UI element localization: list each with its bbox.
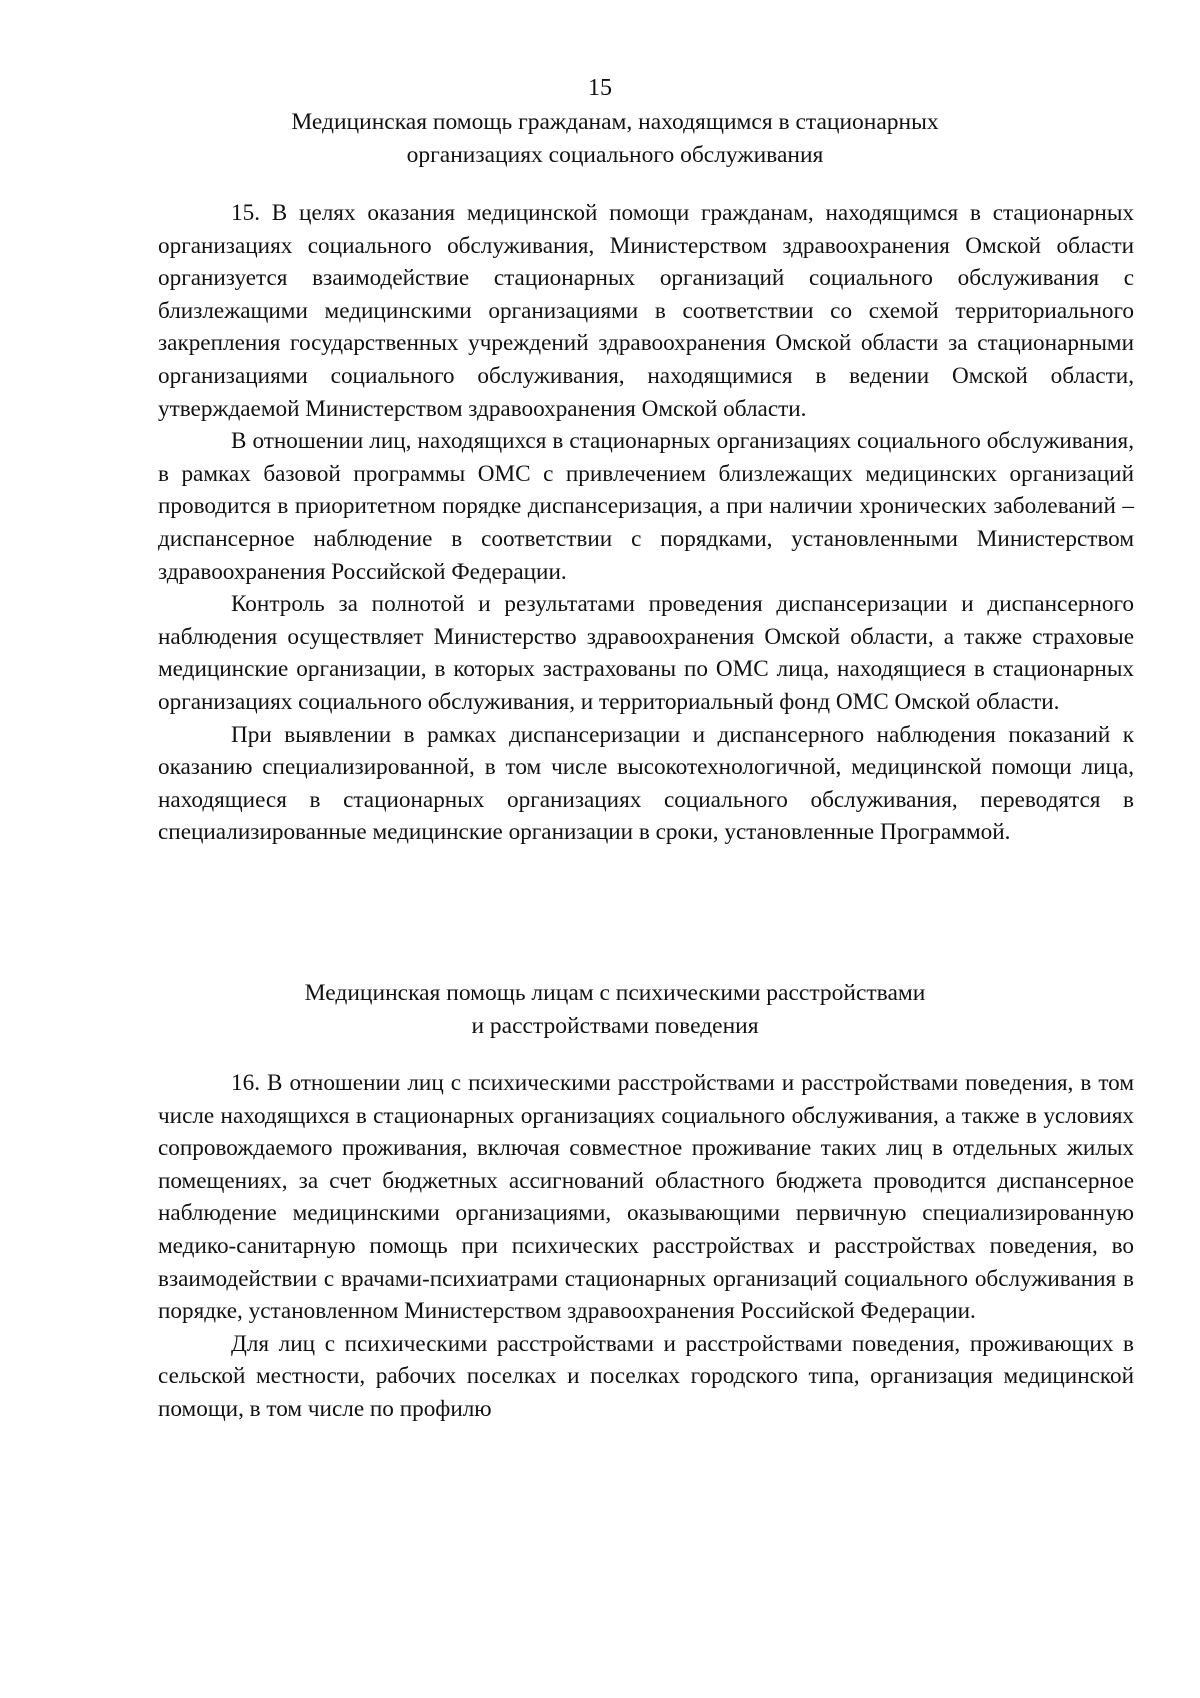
paragraph: 16. В отношении лиц с психическими расстройствами и расстройствами поведения, в том числе находящихся в стационарных организациях социального обслуживания, а также в условиях сопровождаемого проживания, включая совместное проживание таких лиц в отдельных жилых помещениях, за счет бюджетных ассигнований областного бюджета проводится диспансерное наблюдение медицинскими организациями, оказывающими первичную специализированную медико-санитарную помощь при психических расстройствах и расстройствах поведения, во взаимодействии с врачами-психиатрами стационарных организаций социального обслуживания в порядке, установленном Министерством здравоохранения Российской Федерации. <box>158 1070 1134 1325</box>
section-heading-social-service <box>200 106 1030 172</box>
page-number: 15 <box>588 75 612 101</box>
heading-line: Медицинская помощь лицам с психическими расстройствами <box>304 980 926 1006</box>
heading-line: Медицинская помощь гражданам, находящимся в стационарных <box>291 109 939 135</box>
heading-line: организациях социального обслуживания <box>406 142 824 168</box>
section-heading-mental-disorders <box>200 977 1030 1043</box>
paragraph: Контроль за полнотой и результатами проведения диспансеризации и диспансерного наблюдения осуществляет Министерство здравоохранения Омской области, а также страховые медицинские организации, в которых застрахованы по ОМС лица, находящиеся в стационарных организациях социального обслуживания, и территориальный фонд ОМС Омской области. <box>158 591 1134 715</box>
paragraph: В отношении лиц, находящихся в стационарных организациях социального обслуживания, в рамках базовой программы ОМС с привлечением близлежащих медицинских организаций проводится в приоритетном порядке диспансеризация, а при наличии хронических заболеваний – диспансерное наблюдение в соответствии с порядками, установленными Министерством здравоохранения Российской Федерации. <box>158 428 1134 585</box>
paragraph: Для лиц с психическими расстройствами и расстройствами поведения, проживающих в сельской местности, рабочих поселках и поселках городского типа, организация медицинской помощи, в том числе по профилю <box>158 1330 1134 1422</box>
section-body-social-service <box>158 197 1134 849</box>
paragraph: 15. В целях оказания медицинской помощи гражданам, находящимся в стационарных организациях социального обслуживания, Министерством здравоохранения Омской области организуется взаимодействие стационарных организаций социального обслуживания с близлежащими медицинскими организациями в соответствии со схемой территориального закрепления государственных учреждений здравоохранения Омской области за стационарными организациями социального обслуживания, находящимися в ведении Омской области, утверждаемой Министерством здравоохранения Омской области. <box>158 200 1134 422</box>
section-body-mental-disorders <box>158 1067 1134 1426</box>
heading-line: и расстройствами поведения <box>471 1013 759 1039</box>
paragraph: При выявлении в рамках диспансеризации и диспансерного наблюдения показаний к оказанию специализированной, в том числе высокотехнологичной, медицинской помощи лица, находящиеся в стационарных организациях социального обслуживания, переводятся в специализированные медицинские организации в сроки, установленные Программой. <box>158 721 1134 846</box>
